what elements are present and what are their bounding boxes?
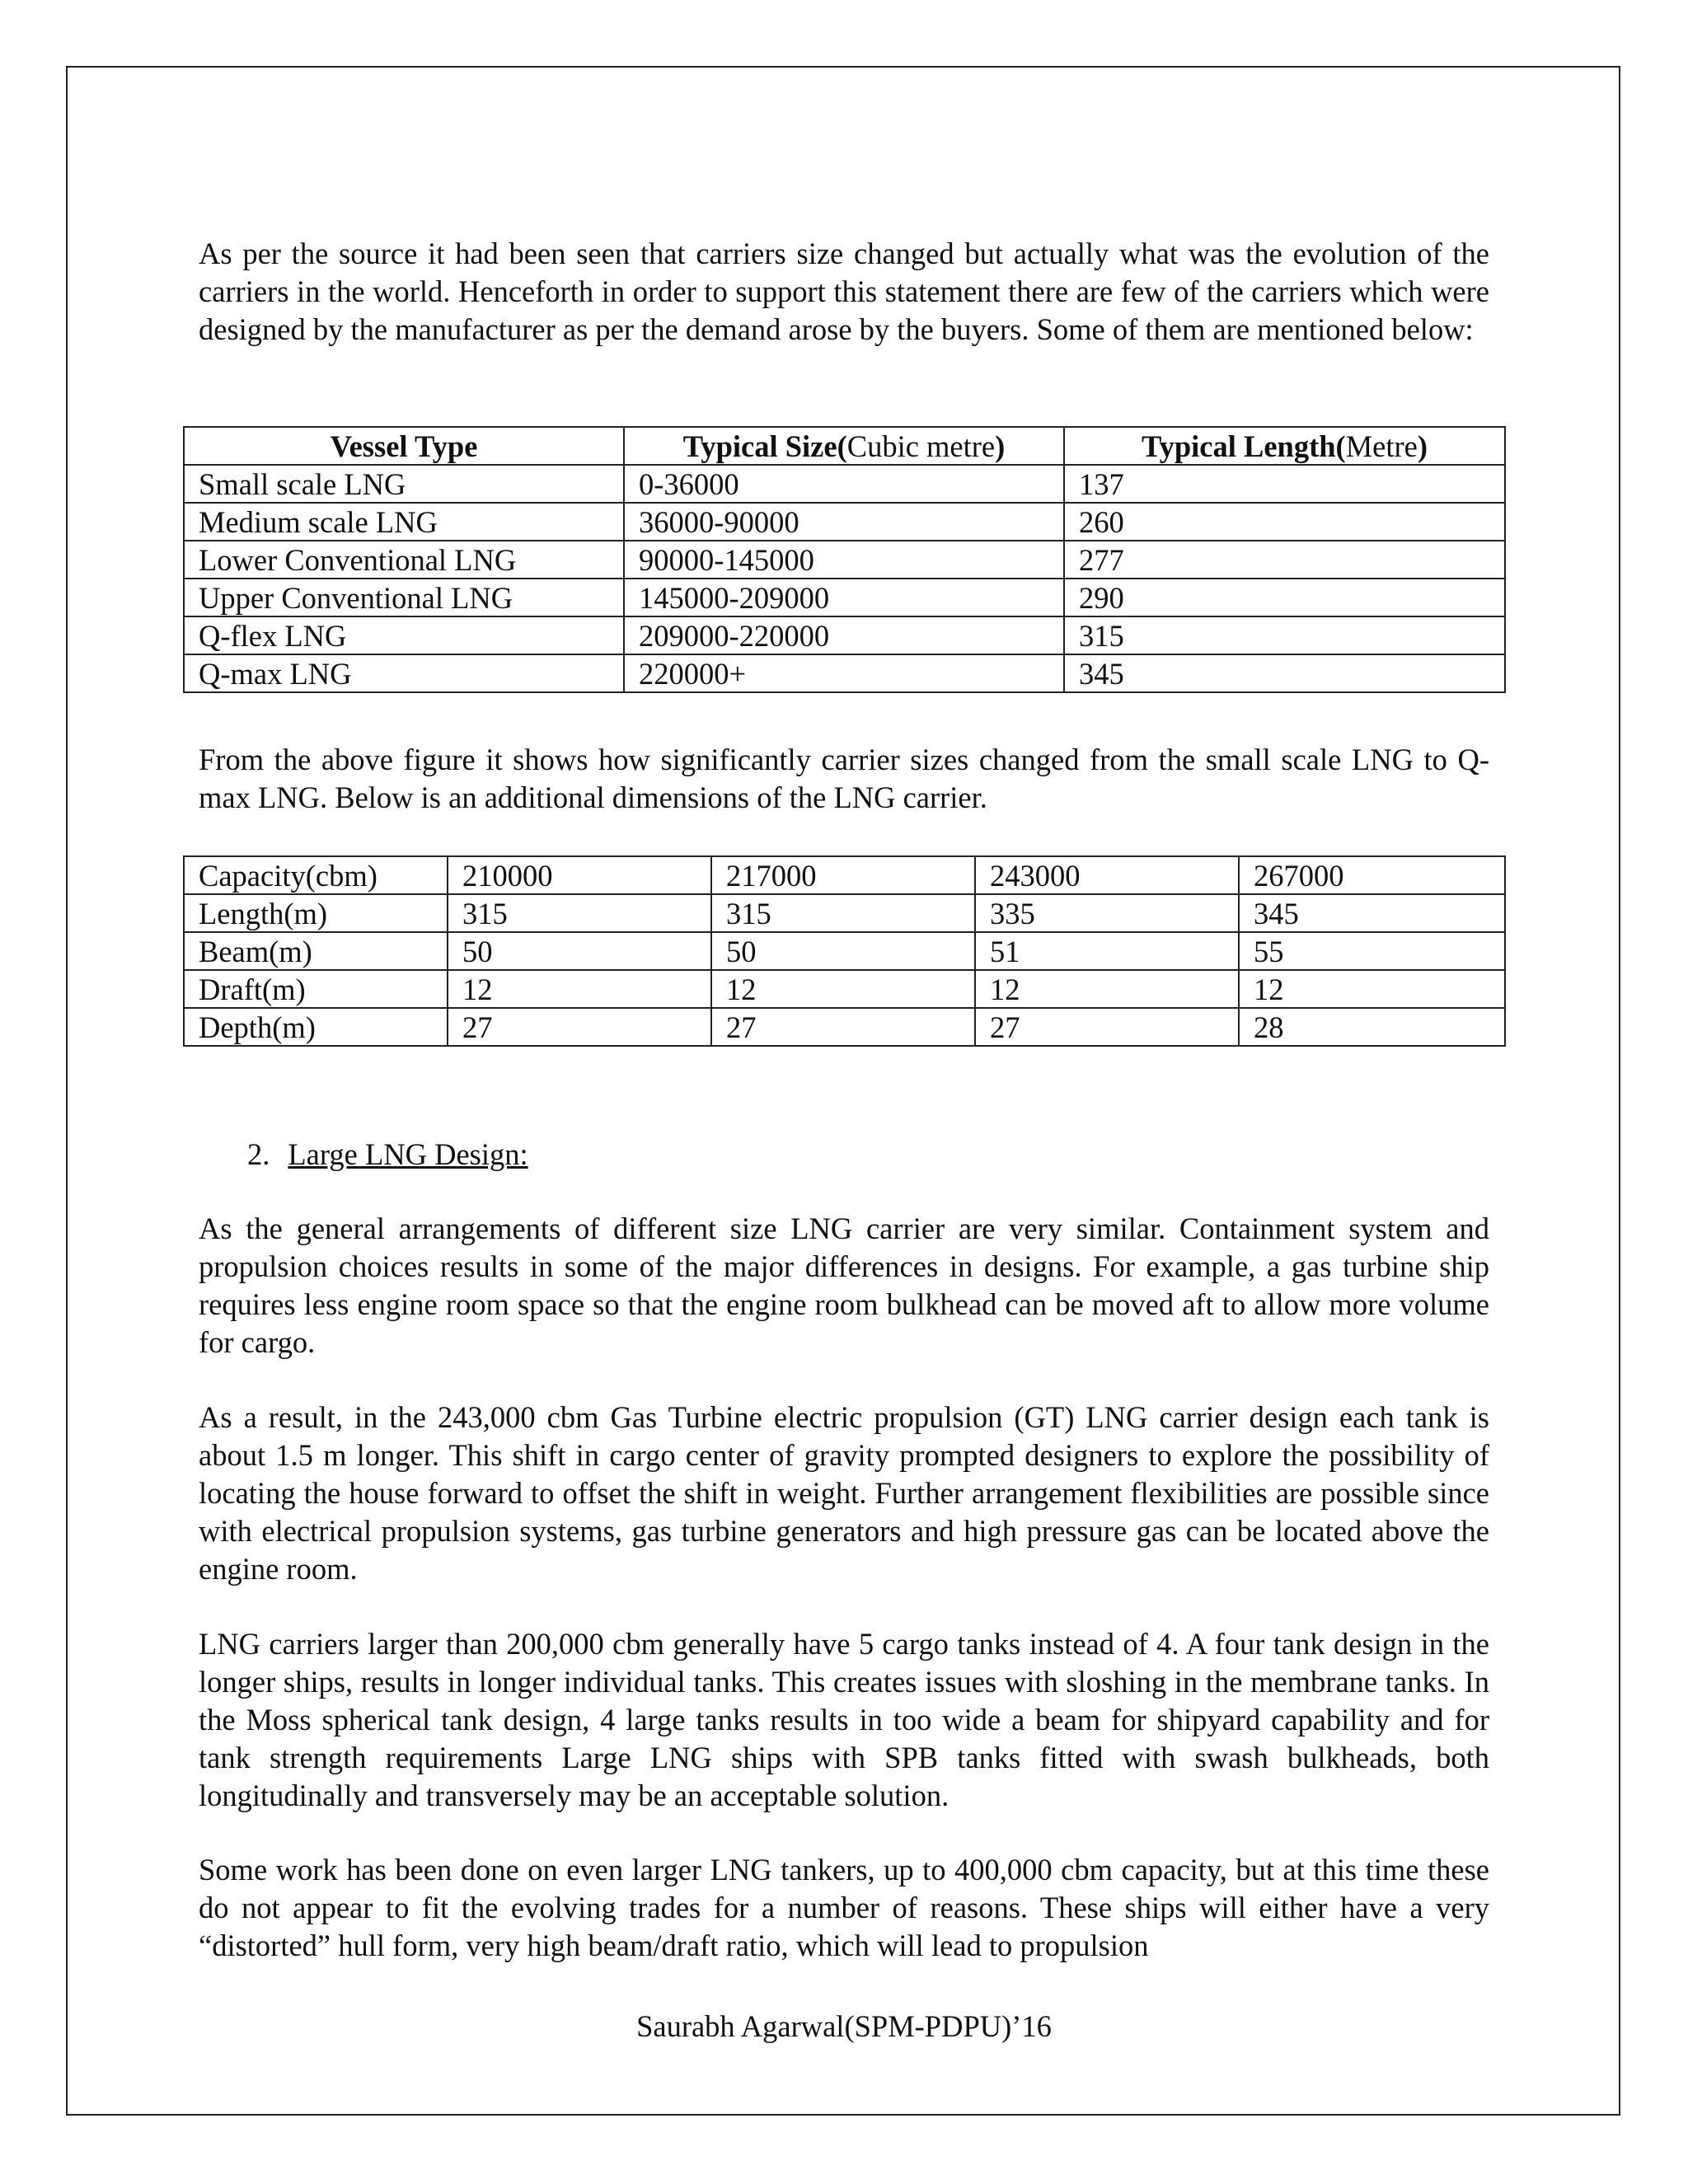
header-capacity-value: 243000 — [975, 856, 1239, 894]
table-row — [184, 579, 1505, 616]
table-cell: 90000-145000 — [624, 541, 1064, 579]
table-cell: Q-flex LNG — [184, 616, 624, 654]
table-cell: Depth(m) — [184, 1008, 448, 1046]
table-cell: 290 — [1064, 579, 1505, 616]
header-capacity: Capacity(cbm) — [184, 856, 448, 894]
table-row — [184, 541, 1505, 579]
section-heading — [247, 1136, 528, 1174]
table-header-row — [184, 427, 1505, 465]
table-cell: Small scale LNG — [184, 465, 624, 503]
table-cell: 12 — [1239, 970, 1505, 1008]
table-row — [184, 654, 1505, 692]
body-paragraph: LNG carriers larger than 200,000 cbm generally have 5 cargo tanks instead of 4. A four tank design in the longer ships, results in longer individual tanks. This creates issues with sloshing in the membrane tanks. In the Moss spherical tank design, 4 large tanks results in too wide a beam for shipyard capability and for tank strength requirements Large LNG ships with SPB tanks fitted with swash bulkheads, both longitudinally and transversely may be an acceptable solution. — [199, 1627, 1489, 1812]
table-row — [184, 1008, 1505, 1046]
intro-paragraph: As per the source it had been seen that carriers size changed but actually what was the evolution of the carriers in the world. Henceforth in order to support this statement there are few of the carriers which were designed by the manufacturer as per the demand arose by the buyers. Some of them are mentioned below: — [199, 237, 1489, 346]
table-cell: 12 — [711, 970, 975, 1008]
table-cell: 315 — [1064, 616, 1505, 654]
figure-paragraph: From the above figure it shows how significantly carrier sizes changed from the small scale LNG to Q-max LNG. Below is an additional dimensions of the LNG carrier. — [199, 743, 1489, 814]
table-cell: 51 — [975, 932, 1239, 970]
table-cell: 345 — [1239, 894, 1505, 932]
header-typical-length: Typical Length(Metre) — [1064, 427, 1505, 465]
table-cell: Medium scale LNG — [184, 503, 624, 541]
table-cell: 137 — [1064, 465, 1505, 503]
table-cell: Lower Conventional LNG — [184, 541, 624, 579]
section-title: Large LNG Design: — [288, 1137, 528, 1171]
table-cell: 315 — [711, 894, 975, 932]
table-cell: Beam(m) — [184, 932, 448, 970]
table-cell: 50 — [711, 932, 975, 970]
section-number: 2. — [247, 1137, 270, 1171]
header-typical-size: Typical Size(Cubic metre) — [624, 427, 1064, 465]
table-cell: 55 — [1239, 932, 1505, 970]
table-cell: 277 — [1064, 541, 1505, 579]
vessel-type-table — [183, 426, 1506, 693]
table-cell: 209000-220000 — [624, 616, 1064, 654]
table-cell: 315 — [448, 894, 711, 932]
table-cell: Length(m) — [184, 894, 448, 932]
table-cell: 335 — [975, 894, 1239, 932]
table-cell: 27 — [975, 1008, 1239, 1046]
header-vessel-type: Vessel Type — [184, 427, 624, 465]
table-cell: 260 — [1064, 503, 1505, 541]
table-cell: Upper Conventional LNG — [184, 579, 624, 616]
page-footer: Saurabh Agarwal(SPM-PDPU)’16 — [636, 2009, 1052, 2043]
table-cell: 28 — [1239, 1008, 1505, 1046]
table-row — [184, 894, 1505, 932]
table-cell: Draft(m) — [184, 970, 448, 1008]
header-capacity-value: 210000 — [448, 856, 711, 894]
body-paragraph: As the general arrangements of different size LNG carrier are very similar. Containment system and propulsion choices results in some of the major differences in designs. For example, a gas turbine ship requires less engine room space so that the engine room bulkhead can be moved aft to allow more volume for cargo. — [199, 1212, 1489, 1359]
table-row — [184, 465, 1505, 503]
table-cell: 145000-209000 — [624, 579, 1064, 616]
table-cell: Q-max LNG — [184, 654, 624, 692]
table-cell: 0-36000 — [624, 465, 1064, 503]
table-cell: 27 — [448, 1008, 711, 1046]
carrier-dimension-table — [183, 855, 1506, 1047]
table-row — [184, 616, 1505, 654]
header-capacity-value: 217000 — [711, 856, 975, 894]
table-cell: 12 — [975, 970, 1239, 1008]
table-cell: 50 — [448, 932, 711, 970]
body-paragraph: As a result, in the 243,000 cbm Gas Turbine electric propulsion (GT) LNG carrier design each tank is about 1.5 m longer. This shift in cargo center of gravity prompted designers to explore the possibility of locating the house forward to offset the shift in weight. Further arrangement flexibilities are possible since with electrical propulsion systems, gas turbine generators and high pressure gas can be located above the engine room. — [199, 1400, 1489, 1586]
header-capacity-value: 267000 — [1239, 856, 1505, 894]
table-cell: 345 — [1064, 654, 1505, 692]
table-row — [184, 970, 1505, 1008]
table-cell: 36000-90000 — [624, 503, 1064, 541]
table-row — [184, 932, 1505, 970]
table-header-row — [184, 856, 1505, 894]
table-cell: 12 — [448, 970, 711, 1008]
table-row — [184, 503, 1505, 541]
table-cell: 220000+ — [624, 654, 1064, 692]
table-cell: 27 — [711, 1008, 975, 1046]
body-paragraph: Some work has been done on even larger LNG tankers, up to 400,000 cbm capacity, but at this time these do not appear to fit the evolving trades for a number of reasons. These ships will either have a very “distorted” hull form, very high beam/draft ratio, which will lead to propulsion — [199, 1853, 1489, 1962]
